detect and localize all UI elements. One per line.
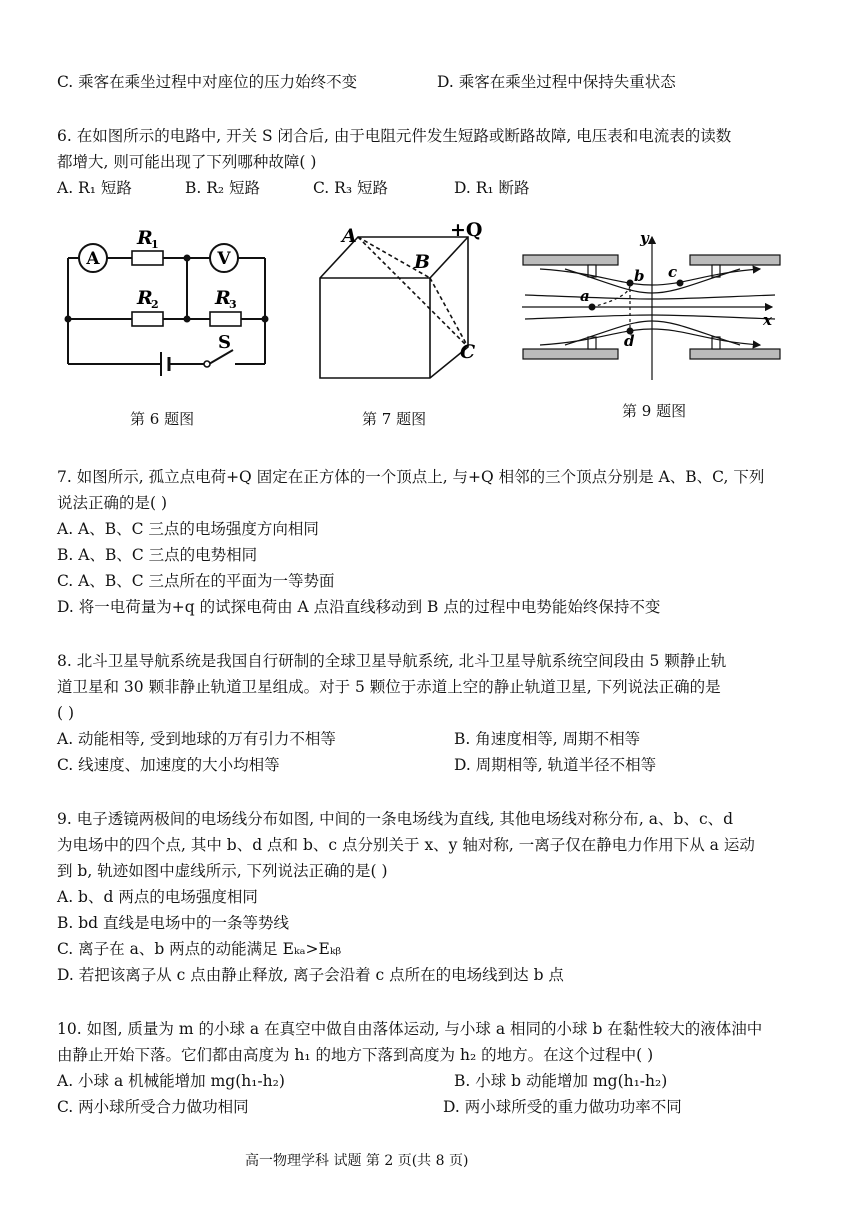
r3-subscript: 3: [229, 298, 237, 311]
figure-7-cube: [310, 220, 495, 385]
q6-stem-line2: 都增大, 则可能出现了下列哪种故障( ): [57, 153, 317, 171]
q7-option-a: A. A、B、C 三点的电场强度方向相同: [57, 520, 319, 538]
q8-option-c: C. 线速度、加速度的大小均相等: [57, 756, 280, 774]
charge-q-label: +Q: [450, 220, 483, 241]
q8-option-b: B. 角速度相等, 周期不相等: [454, 730, 641, 748]
q7-option-d: D. 将一电荷量为+q 的试探电荷由 A 点沿直线移动到 B 点的过程中电势能始终保持不变: [57, 598, 661, 616]
point-a-label: A: [342, 225, 357, 247]
q5-option-d: D. 乘客在乘坐过程中保持失重状态: [437, 73, 676, 91]
q10-stem-line2: 由静止开始下落。它们都由高度为 h₁ 的地方下落到高度为 h₂ 的地方。在这个过程中( ): [57, 1046, 654, 1064]
q8-option-a: A. 动能相等, 受到地球的万有引力不相等: [57, 730, 336, 748]
q9-option-b: B. bd 直线是电场中的一条等势线: [57, 914, 290, 932]
r2-label: R: [137, 287, 153, 309]
point-b-label: B: [414, 251, 431, 273]
q7-stem-line2: 说法正确的是( ): [57, 494, 168, 512]
figure-9-caption: 第 9 题图: [622, 402, 687, 420]
q6-option-b: B. R₂ 短路: [185, 179, 261, 197]
q8-stem-line1: 8. 北斗卫星导航系统是我国自行研制的全球卫星导航系统, 北斗卫星导航系统空间段由 5 颗静止轨: [57, 652, 727, 670]
r2-subscript: 2: [151, 298, 159, 311]
point-c-label: C: [460, 341, 476, 363]
q9-stem-line3: 到 b, 轨迹如图中虚线所示, 下列说法正确的是( ): [57, 862, 388, 880]
r1-subscript: 1: [151, 238, 159, 251]
q8-option-d: D. 周期相等, 轨道半径不相等: [454, 756, 657, 774]
q10-option-b: B. 小球 b 动能增加 mg(h₁-h₂): [454, 1072, 668, 1090]
figure-7-caption: 第 7 题图: [362, 410, 427, 428]
axis-x-label: x: [763, 311, 772, 329]
r1-label: R: [137, 227, 153, 249]
q8-stem-line2: 道卫星和 30 颗非静止轨道卫星组成。对于 5 颗位于赤道上空的静止轨道卫星, 下列说法正确的是: [57, 678, 721, 696]
q9-stem-line1: 9. 电子透镜两极间的电场线分布如图, 中间的一条电场线为直线, 其他电场线对称分布, a、b、c、d: [57, 810, 734, 828]
q6-option-d: D. R₁ 断路: [454, 179, 530, 197]
point-d-label: d: [624, 332, 635, 350]
q10-option-a: A. 小球 a 机械能增加 mg(h₁-h₂): [57, 1072, 285, 1090]
q6-option-c: C. R₃ 短路: [313, 179, 388, 197]
axis-y-label: y: [640, 229, 649, 247]
q7-option-b: B. A、B、C 三点的电势相同: [57, 546, 258, 564]
q9-option-d: D. 若把该离子从 c 点由静止释放, 离子会沿着 c 点所在的电场线到达 b 点: [57, 966, 564, 984]
point-a-label: a: [580, 287, 590, 305]
q6-option-a: A. R₁ 短路: [57, 179, 132, 197]
point-c-label: c: [668, 263, 678, 281]
q10-stem-line1: 10. 如图, 质量为 m 的小球 a 在真空中做自由落体运动, 与小球 a 相同的小球 b 在黏性较大的液体油中: [57, 1020, 763, 1038]
q7-option-c: C. A、B、C 三点所在的平面为一等势面: [57, 572, 335, 590]
page-footer: 高一物理学科 试题 第 2 页(共 8 页): [245, 1153, 469, 1169]
q6-stem-line1: 6. 在如图所示的电路中, 开关 S 闭合后, 由于电阻元件发生短路或断路故障, 电压表和电流表的读数: [57, 127, 732, 145]
r3-label: R: [215, 287, 231, 309]
q9-option-c: C. 离子在 a、b 两点的动能满足 Eₖₐ>Eₖᵦ: [57, 940, 342, 958]
q5-option-c: C. 乘客在乘坐过程中对座位的压力始终不变: [57, 73, 358, 91]
figure-6-caption: 第 6 题图: [130, 410, 195, 428]
ammeter-label: A: [86, 249, 100, 269]
figure-9-field: [520, 225, 785, 385]
q9-stem-line2: 为电场中的四个点, 其中 b、d 点和 b、c 点分别关于 x、y 轴对称, 一离子仅在静电力作用下从 a 运动: [57, 836, 755, 854]
q7-stem-line1: 7. 如图所示, 孤立点电荷+Q 固定在正方体的一个顶点上, 与+Q 相邻的三个顶点分别是 A、B、C, 下列: [57, 468, 765, 486]
q10-option-c: C. 两小球所受合力做功相同: [57, 1098, 249, 1116]
q10-option-d: D. 两小球所受的重力做功功率不同: [443, 1098, 682, 1116]
q9-option-a: A. b、d 两点的电场强度相同: [57, 888, 258, 906]
switch-label: S: [218, 332, 231, 353]
figure-6-circuit: [55, 222, 280, 387]
point-b-label: b: [634, 267, 645, 285]
q8-stem-line3: ( ): [57, 704, 75, 722]
voltmeter-label: V: [217, 249, 231, 269]
